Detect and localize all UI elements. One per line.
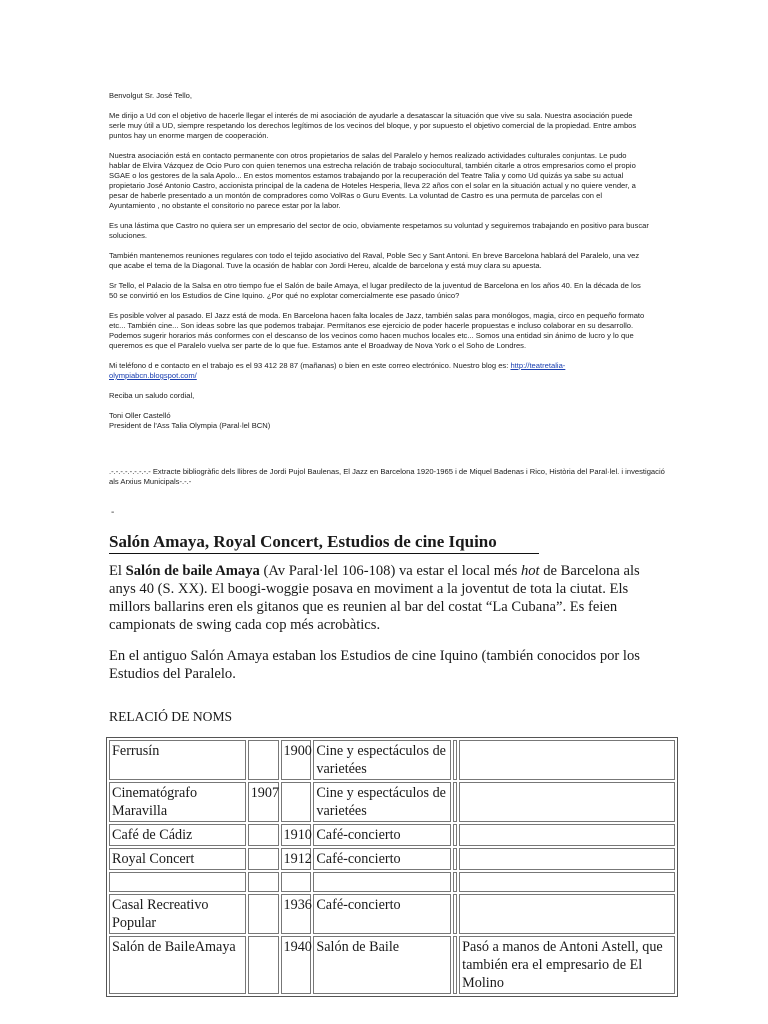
spacer-cell xyxy=(453,936,457,994)
letter-paragraph: Sr Tello, el Palacio de la Salsa en otro tiempo fue el Salón de baile Amaya, el lugar predilecto de la juventud de Barcelona en los años 40. En la década de los 50 se convirtió en los Estudios de Cine Iquino. ¿Por qué no explotar comercialmente ese pasado único? xyxy=(109,281,641,300)
table-row xyxy=(109,872,675,892)
spacer-cell xyxy=(453,782,457,822)
bibliography-note: .-.-.-.-.-.-.-.-.- Extracte bibliogràfic dels llibres de Jordi Pujol Baulenas, El Jazz en Barcelona 1920-1965 i de Miquel Badenas i Rico, Història del Paral·lel. i investigació als Arxius Municipals-.-.- xyxy=(109,467,665,486)
year-cell xyxy=(248,848,279,870)
note-cell xyxy=(459,872,675,892)
studios-paragraph: En el antiguo Salón Amaya estaban los Estudios de cine Iquino (también conocidos por los Estudios del Paralelo. xyxy=(109,648,640,682)
letter-paragraph: Nuestra asociación está en contacto permanente con otros propietarios de salas del Paralelo y hemos realizado actividades culturales conjuntas. Le pudo hablar de Elvira Vázquez de Ocio Puro con quien tenemos una estrecha relación de trabajo sociocultural, también citarle a otros empresarios como el propio SGAE o los gestores de la sala Apolo... En estos momentos estamos trabajando por la recuperación del Teatre Talia y como Ud quizás ya sabe su actual propietario José Antonio Castro, accionista principal de la cadena de Hoteles Hesperia, lleva 22 años con el solar en la situación actual y no quiere vender, a pesar de haberle presentado a un montón de compradores como VolRas o Guru Events. La voluntad de Castro es una permuta de parcelas con el Ayuntamiento , no obstante el consitorio no parece estar por la labor. xyxy=(109,151,636,210)
note-cell xyxy=(459,894,675,934)
year-cell xyxy=(281,872,312,892)
note-cell xyxy=(459,740,675,780)
name-cell: Ferrusín xyxy=(109,740,246,780)
letter-paragraph: Me dirijo a Ud con el objetivo de hacerle llegar el interés de mi asociación de ayudarle a desatascar la situación que vive su sala. Nuestra asociación puede serle muy útil a UD, siempre respetando los derechos legítimos de los vecinos del bloque, y por supuesto el objetivo comercial de la propiedad. Entre ambos puntos hay un enorme margen de cooperación. xyxy=(109,111,637,140)
text-run: (Av Paral·lel 106-108) va estar el local més xyxy=(259,563,521,579)
letter-contact xyxy=(109,361,649,381)
section-heading: Salón Amaya, Royal Concert, Estudios de cine Iquino xyxy=(109,531,539,554)
year-cell xyxy=(248,740,279,780)
table-row xyxy=(109,936,675,994)
year-cell xyxy=(248,872,279,892)
year-cell xyxy=(248,894,279,934)
text-run: de Barcelona als anys 40 (S. XX). El boogi-woggie posava en moviment a la joventut de tota la ciutat. Els millors ballarins eren els gitanos que es reunien al bar del costat “La Cubana”. Es feien campionats de swing cada cop més acrobàtics. xyxy=(109,563,640,633)
blog-link[interactable]: http://teatretalia-olympiabcn.blogspot.com/ xyxy=(109,361,566,380)
note-cell xyxy=(459,848,675,870)
name-cell: Royal Concert xyxy=(109,848,246,870)
letter xyxy=(109,91,649,431)
type-cell: Cine y espectáculos de varietées xyxy=(313,782,451,822)
table-row xyxy=(109,782,675,822)
table-row xyxy=(109,848,675,870)
year-cell: 1936 xyxy=(281,894,312,934)
table-row xyxy=(109,894,675,934)
letter-paragraph: También mantenemos reuniones regulares con todo el tejido asociativo del Raval, Poble Sec y Sant Antoni. En breve Barcelona hablará del Paralelo, una vez que acabe el tema de la Diagonal. Tuve la ocasión de hablar con Jordi Hereu, alcalde de barcelona y está muy clara su apuesta. xyxy=(109,251,640,270)
note-cell xyxy=(459,824,675,846)
year-cell: 1907 xyxy=(248,782,279,822)
letter-closing: Reciba un saludo cordial, xyxy=(109,391,195,400)
spacer-cell xyxy=(453,894,457,934)
year-cell: 1910 xyxy=(281,824,312,846)
year-cell: 1912 xyxy=(281,848,312,870)
type-cell xyxy=(313,872,451,892)
type-cell: Café-concierto xyxy=(313,894,451,934)
names-list-title: RELACIÓ DE NOMS xyxy=(109,709,233,724)
name-cell: Salón de BaileAmaya xyxy=(109,936,246,994)
year-cell: 1900 xyxy=(281,740,312,780)
name-cell: Café de Cádiz xyxy=(109,824,246,846)
letter-paragraph: Es posible volver al pasado. El Jazz está de moda. En Barcelona hacen falta locales de Jazz, también salas para monólogos, magia, circo en pequeño formato etc... También cine... Son ideas sobre las que podemos trabajar. Permítanos ese ejercicio de poder hacerle propuestas e incluso colaborar en su desarrollo. Podemos sugerir horarios más conformes con el descanso de los vecinos como hacen muchos locales etc... Somos una entidad sin ánimo de lucro y lo que queremos es que el Paralelo vuelva ser parte de lo que fue. Estamos ante el Broadway de Nova York o el Soho de Londres. xyxy=(109,311,645,350)
year-cell: 1940 xyxy=(281,936,312,994)
venue-name: Salón de baile Amaya xyxy=(125,563,260,579)
name-cell: Cinematógrafo Maravilla xyxy=(109,782,246,822)
letter-greeting: Benvolgut Sr. José Tello, xyxy=(109,91,193,100)
table-row xyxy=(109,824,675,846)
letter-paragraph: Es una lástima que Castro no quiera ser un empresario del sector de ocio, obviamente respetamos su voluntad y seguiremos trabajando en positivo para buscar soluciones. xyxy=(109,221,649,240)
separator-dash: - xyxy=(111,507,115,518)
type-cell: Salón de Baile xyxy=(313,936,451,994)
emphasis-hot: hot xyxy=(520,563,540,579)
text-run: El xyxy=(109,563,126,579)
year-cell xyxy=(248,824,279,846)
name-cell: Casal Recreativo Popular xyxy=(109,894,246,934)
year-cell xyxy=(281,782,312,822)
type-cell: Café-concierto xyxy=(313,824,451,846)
spacer-cell xyxy=(453,740,457,780)
signature-name: Toni Oller Castelló xyxy=(109,411,171,420)
spacer-cell xyxy=(453,848,457,870)
note-cell xyxy=(459,782,675,822)
note-cell: Pasó a manos de Antoni Astell, que también era el empresario de El Molino xyxy=(459,936,675,994)
contact-text: Mi teléfono d e contacto en el trabajo es el 93 412 28 87 (mañanas) o bien en este correo electrónico. Nuestro blog es: xyxy=(109,361,511,370)
type-cell: Cine y espectáculos de varietées xyxy=(313,740,451,780)
intro-paragraph xyxy=(109,562,669,634)
names-table xyxy=(106,737,678,997)
type-cell: Café-concierto xyxy=(313,848,451,870)
signature-title: President de l'Ass Talia Olympia (Paral·lel BCN) xyxy=(109,421,271,430)
table-row xyxy=(109,740,675,780)
year-cell xyxy=(248,936,279,994)
name-cell xyxy=(109,872,246,892)
spacer-cell xyxy=(453,824,457,846)
spacer-cell xyxy=(453,872,457,892)
